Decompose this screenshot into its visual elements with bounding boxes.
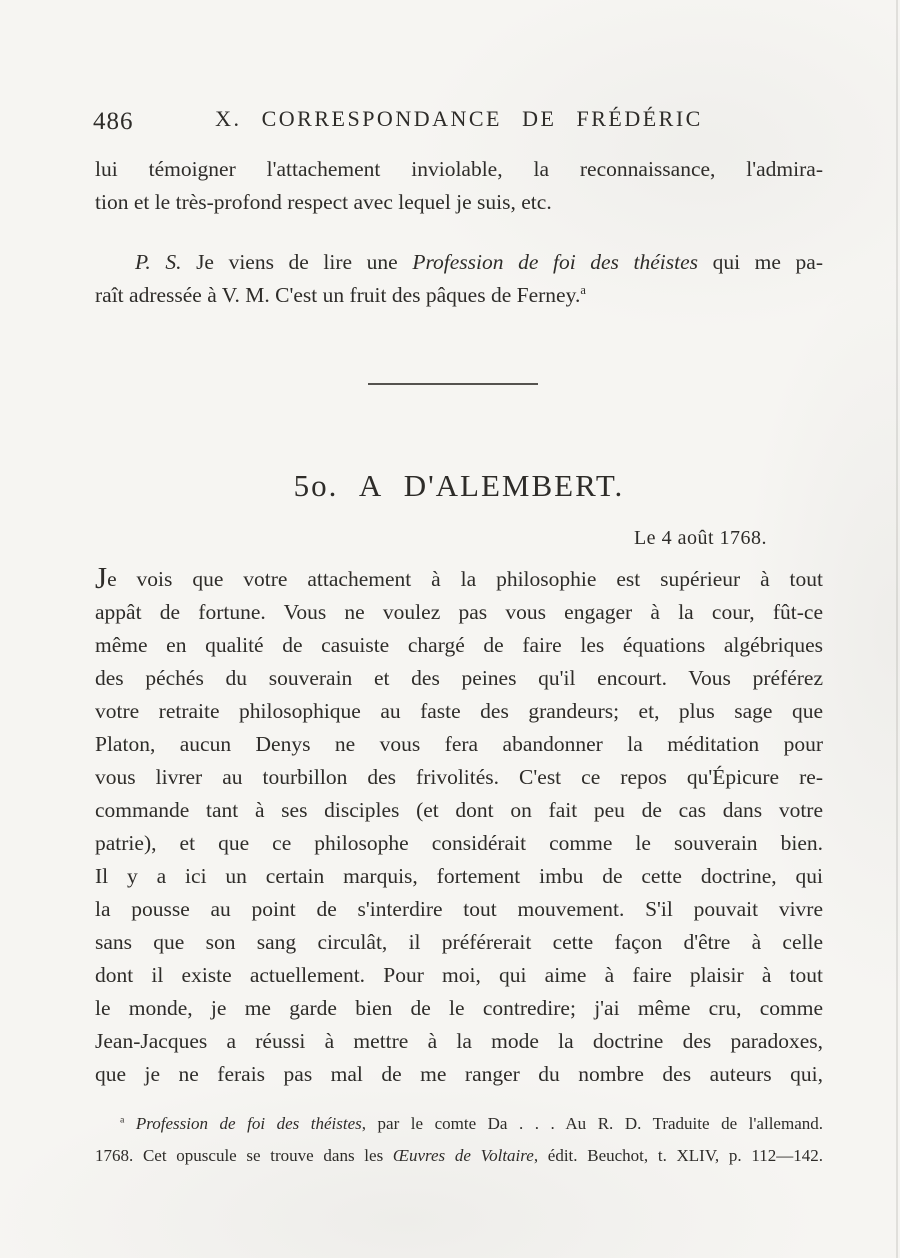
text-line — [95, 926, 823, 959]
text-line — [95, 695, 823, 728]
text-segment: Profession de foi des théistes — [135, 1114, 362, 1133]
footnote — [95, 1108, 823, 1172]
text-segment: dont il existe actuellement. Pour moi, qui aime à faire plaisir à tout — [95, 963, 823, 987]
text-line — [95, 186, 823, 219]
text-segment: Jean-Jacques a réussi à mettre à la mode la doctrine des paradoxes, — [95, 1029, 823, 1053]
text-segment: , édit. Beuchot, t. XLIV, p. 112—142. — [533, 1146, 823, 1165]
page-number: 486 — [93, 108, 134, 135]
text-segment: P. S. — [135, 250, 182, 274]
text-line — [95, 279, 823, 312]
text-line — [95, 992, 823, 1025]
text-segment: la pousse au point de s'interdire tout mouvement. S'il pouvait vivre — [95, 897, 823, 921]
text-segment: , par le comte Da . . . Au R. D. Traduite de l'allemand. — [361, 1114, 823, 1133]
text-line — [95, 893, 823, 926]
text-segment: Profession de foi des théistes — [412, 250, 699, 274]
text-segment: commande tant à ses disciples (et dont on fait peu de cas dans votre — [95, 798, 823, 822]
text-line — [95, 662, 823, 695]
text-line — [95, 246, 823, 279]
text-segment: Œuvres de Voltaire — [392, 1146, 534, 1165]
footnote-marker: a — [580, 282, 586, 297]
text-line — [95, 1108, 823, 1140]
text-line — [95, 629, 823, 662]
letter-heading: 5o. A D'ALEMBERT. — [293, 468, 625, 503]
text-segment: même en qualité de casuiste chargé de faire les équations algébriques — [95, 633, 823, 657]
text-line — [95, 596, 823, 629]
text-segment: J — [95, 560, 108, 595]
text-segment: 1768. Cet opuscule se trouve dans les — [95, 1146, 393, 1165]
text-line — [95, 860, 823, 893]
text-segment: lui témoigner l'attachement inviolable, la reconnaissance, l'admira- — [95, 157, 823, 181]
text-line — [95, 1140, 823, 1172]
text-segment: le monde, je me garde bien de le contredire; j'ai même cru, comme — [95, 996, 823, 1020]
text-segment — [124, 1114, 136, 1133]
text-line — [95, 959, 823, 992]
paragraph-letter-closing — [95, 153, 823, 219]
text-line — [95, 728, 823, 761]
text-line — [95, 560, 823, 596]
text-line — [95, 1025, 823, 1058]
text-line — [95, 827, 823, 860]
text-block — [95, 0, 823, 1258]
running-title: X. CORRESPONDANCE DE FRÉDÉRIC — [215, 106, 703, 131]
text-line — [95, 761, 823, 794]
text-segment: sans que son sang circulât, il préférerait cette façon d'être à celle — [95, 930, 823, 954]
text-segment: vous livrer au tourbillon des frivolités. C'est ce repos qu'Épicure re- — [95, 765, 823, 789]
paragraph-postscript — [95, 246, 823, 312]
text-line — [95, 794, 823, 827]
text-segment: Platon, aucun Denys ne vous fera abandonner la méditation pour — [95, 732, 823, 756]
footnote-marker: a — [120, 1114, 125, 1126]
text-segment: des péchés du souverain et des peines qu'il encourt. Vous préférez — [95, 666, 823, 690]
text-segment: Je viens de lire une — [181, 250, 413, 274]
text-segment: tion et le très-profond respect avec lequel je suis, etc. — [95, 190, 552, 214]
text-segment: votre retraite philosophique au faste des grandeurs; et, plus sage que — [95, 699, 823, 723]
page-header — [95, 106, 823, 140]
text-line — [95, 1058, 823, 1091]
text-segment: Il y a ici un certain marquis, fortement imbu de cette doctrine, qui — [95, 864, 823, 888]
text-segment: patrie), et que ce philosophe considérait comme le souverain bien. — [95, 831, 823, 855]
text-segment: e vois que votre attachement à la philosophie est supérieur à tout — [107, 567, 823, 591]
text-segment: qui me pa- — [698, 250, 823, 274]
text-segment: que je ne ferais pas mal de me ranger du nombre des auteurs qui, — [95, 1062, 823, 1086]
text-segment: raît adressée à V. M. C'est un fruit des pâques de Ferney. — [95, 283, 581, 307]
letter-date: Le 4 août 1768. — [633, 527, 767, 549]
text-line — [95, 153, 823, 186]
section-divider-rule — [368, 383, 538, 385]
paragraph-letter-body — [95, 560, 823, 1091]
text-segment: appât de fortune. Vous ne voulez pas vous engager à la cour, fût-ce — [95, 600, 823, 624]
